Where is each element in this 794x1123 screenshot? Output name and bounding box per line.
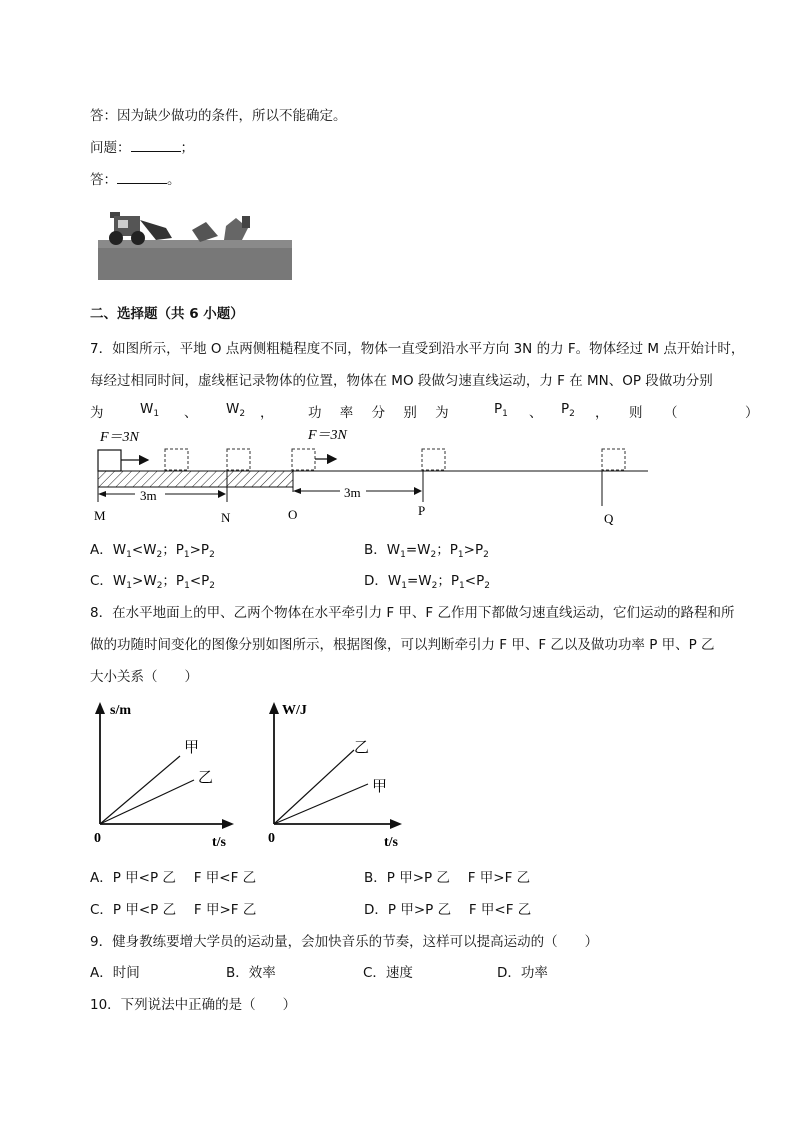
dashed-box	[165, 449, 188, 470]
line-yi	[100, 780, 194, 824]
q7-stem-line-2: 每经过相同时间，虚线框记录物体的位置，物体在 MO 段做匀速直线运动，力 F 在 MN、OP 段做功分别	[90, 373, 713, 389]
label-yi: 乙	[354, 740, 370, 756]
force-label-2: F＝3N	[308, 428, 347, 443]
point-q: Q	[604, 511, 614, 526]
line-yi	[274, 750, 354, 824]
y-label: W/J	[282, 703, 307, 718]
q7-w2: $W_2$	[226, 401, 246, 419]
q7-option-c[interactable]: C．$W_1>W_2$；$P_1<P_2$	[90, 573, 215, 591]
q8-option-d[interactable]: D．P 甲>P 乙 F 甲<F 乙	[364, 902, 532, 918]
q6-answer-prefix: 答：	[90, 172, 117, 188]
q7-gonglv: 功 率 分 别 为	[308, 405, 449, 421]
q7-option-b[interactable]: B．$W_1=W_2$；$P_1>P_2$	[364, 542, 489, 560]
q9-option-b[interactable]: B．效率	[226, 965, 276, 981]
rough-surface	[98, 471, 293, 487]
line-jia	[274, 784, 368, 824]
q8-graph-distance	[88, 700, 248, 850]
q6-answer-line: 答：因为缺少做功的条件，所以不能确定。	[90, 108, 347, 124]
q9-option-c[interactable]: C．速度	[363, 965, 413, 981]
force-label-1: F＝3N	[100, 430, 139, 445]
dashed-box	[602, 449, 625, 470]
q7-comma1: 、	[184, 405, 198, 421]
q8-stem-line-1: 8．在水平地面上的甲、乙两个物体在水平牵引力 F 甲、F 乙作用下都做匀速直线运动，它们运动的路程和所	[90, 605, 735, 621]
dashed-box	[422, 449, 445, 470]
q7-comma2: ，	[260, 405, 274, 421]
dist-label-2: 3m	[344, 485, 361, 500]
point-o: O	[288, 507, 298, 522]
label-yi: 乙	[198, 770, 214, 786]
q6-question-suffix: ；	[180, 140, 194, 156]
q9-option-a[interactable]: A．时间	[90, 965, 140, 981]
q9-stem: 9．健身教练要增大学员的运动量，会加快音乐的节奏，这样可以提高运动的（ ）	[90, 934, 599, 950]
q8-graph-work	[262, 696, 422, 850]
q7-option-d[interactable]: D．$W_1=W_2$；$P_1<P_2$	[364, 573, 490, 591]
point-m: M	[94, 508, 106, 523]
label-jia: 甲	[184, 740, 200, 756]
q7-wei: 为	[90, 405, 104, 421]
q7-p1: $P_1$	[494, 401, 508, 419]
dashed-box	[227, 449, 250, 470]
dist-label-1: 3m	[140, 488, 157, 503]
block-object	[98, 450, 121, 471]
q7-option-a[interactable]: A．$W_1<W_2$；$P_1>P_2$	[90, 542, 215, 560]
q7-w1: $W_1$	[140, 401, 160, 419]
q8-stem-line-2: 做的功随时间变化的图像分别如图所示，根据图像，可以判断牵引力 F 甲、F 乙以及做功功率 P 甲、P 乙	[90, 637, 715, 653]
q7-comma4: ，	[595, 405, 609, 421]
q8-option-c[interactable]: C．P 甲<P 乙 F 甲>F 乙	[90, 902, 257, 918]
q7-p2: $P_2$	[561, 401, 575, 419]
q8-option-b[interactable]: B．P 甲>P 乙 F 甲>F 乙	[364, 870, 531, 886]
q7-comma3: 、	[529, 405, 543, 421]
q7-stem-line-1: 7．如图所示，平地 O 点两侧粗糙程度不同，物体一直受到沿水平方向 3N 的力 F。物体经过 M 点开始计时，	[90, 341, 745, 357]
q10-stem: 10．下列说法中正确的是（ ）	[90, 997, 297, 1013]
q6-question-prefix: 问题：	[90, 140, 131, 156]
q8-stem-line-3: 大小关系（ ）	[90, 669, 198, 685]
y-label: s/m	[110, 703, 131, 718]
section-2-title: 二、选择题（共 6 小题）	[90, 306, 244, 322]
label-jia: 甲	[372, 779, 388, 795]
x-label: t/s	[212, 835, 226, 850]
q7-diagram	[0, 0, 794, 540]
line-jia	[100, 756, 180, 824]
point-n: N	[221, 510, 231, 525]
q8-option-a[interactable]: A．P 甲<P 乙 F 甲<F 乙	[90, 870, 257, 886]
point-p: P	[418, 503, 426, 518]
dashed-box	[292, 449, 315, 470]
q7-ze: 则	[629, 405, 643, 421]
q7-answer-paren[interactable]: （ ）	[664, 405, 759, 421]
q6-answer-suffix: 。	[167, 172, 181, 188]
origin: 0	[268, 831, 275, 846]
x-label: t/s	[384, 835, 398, 850]
q9-option-d[interactable]: D．功率	[497, 965, 548, 981]
origin: 0	[94, 831, 101, 846]
